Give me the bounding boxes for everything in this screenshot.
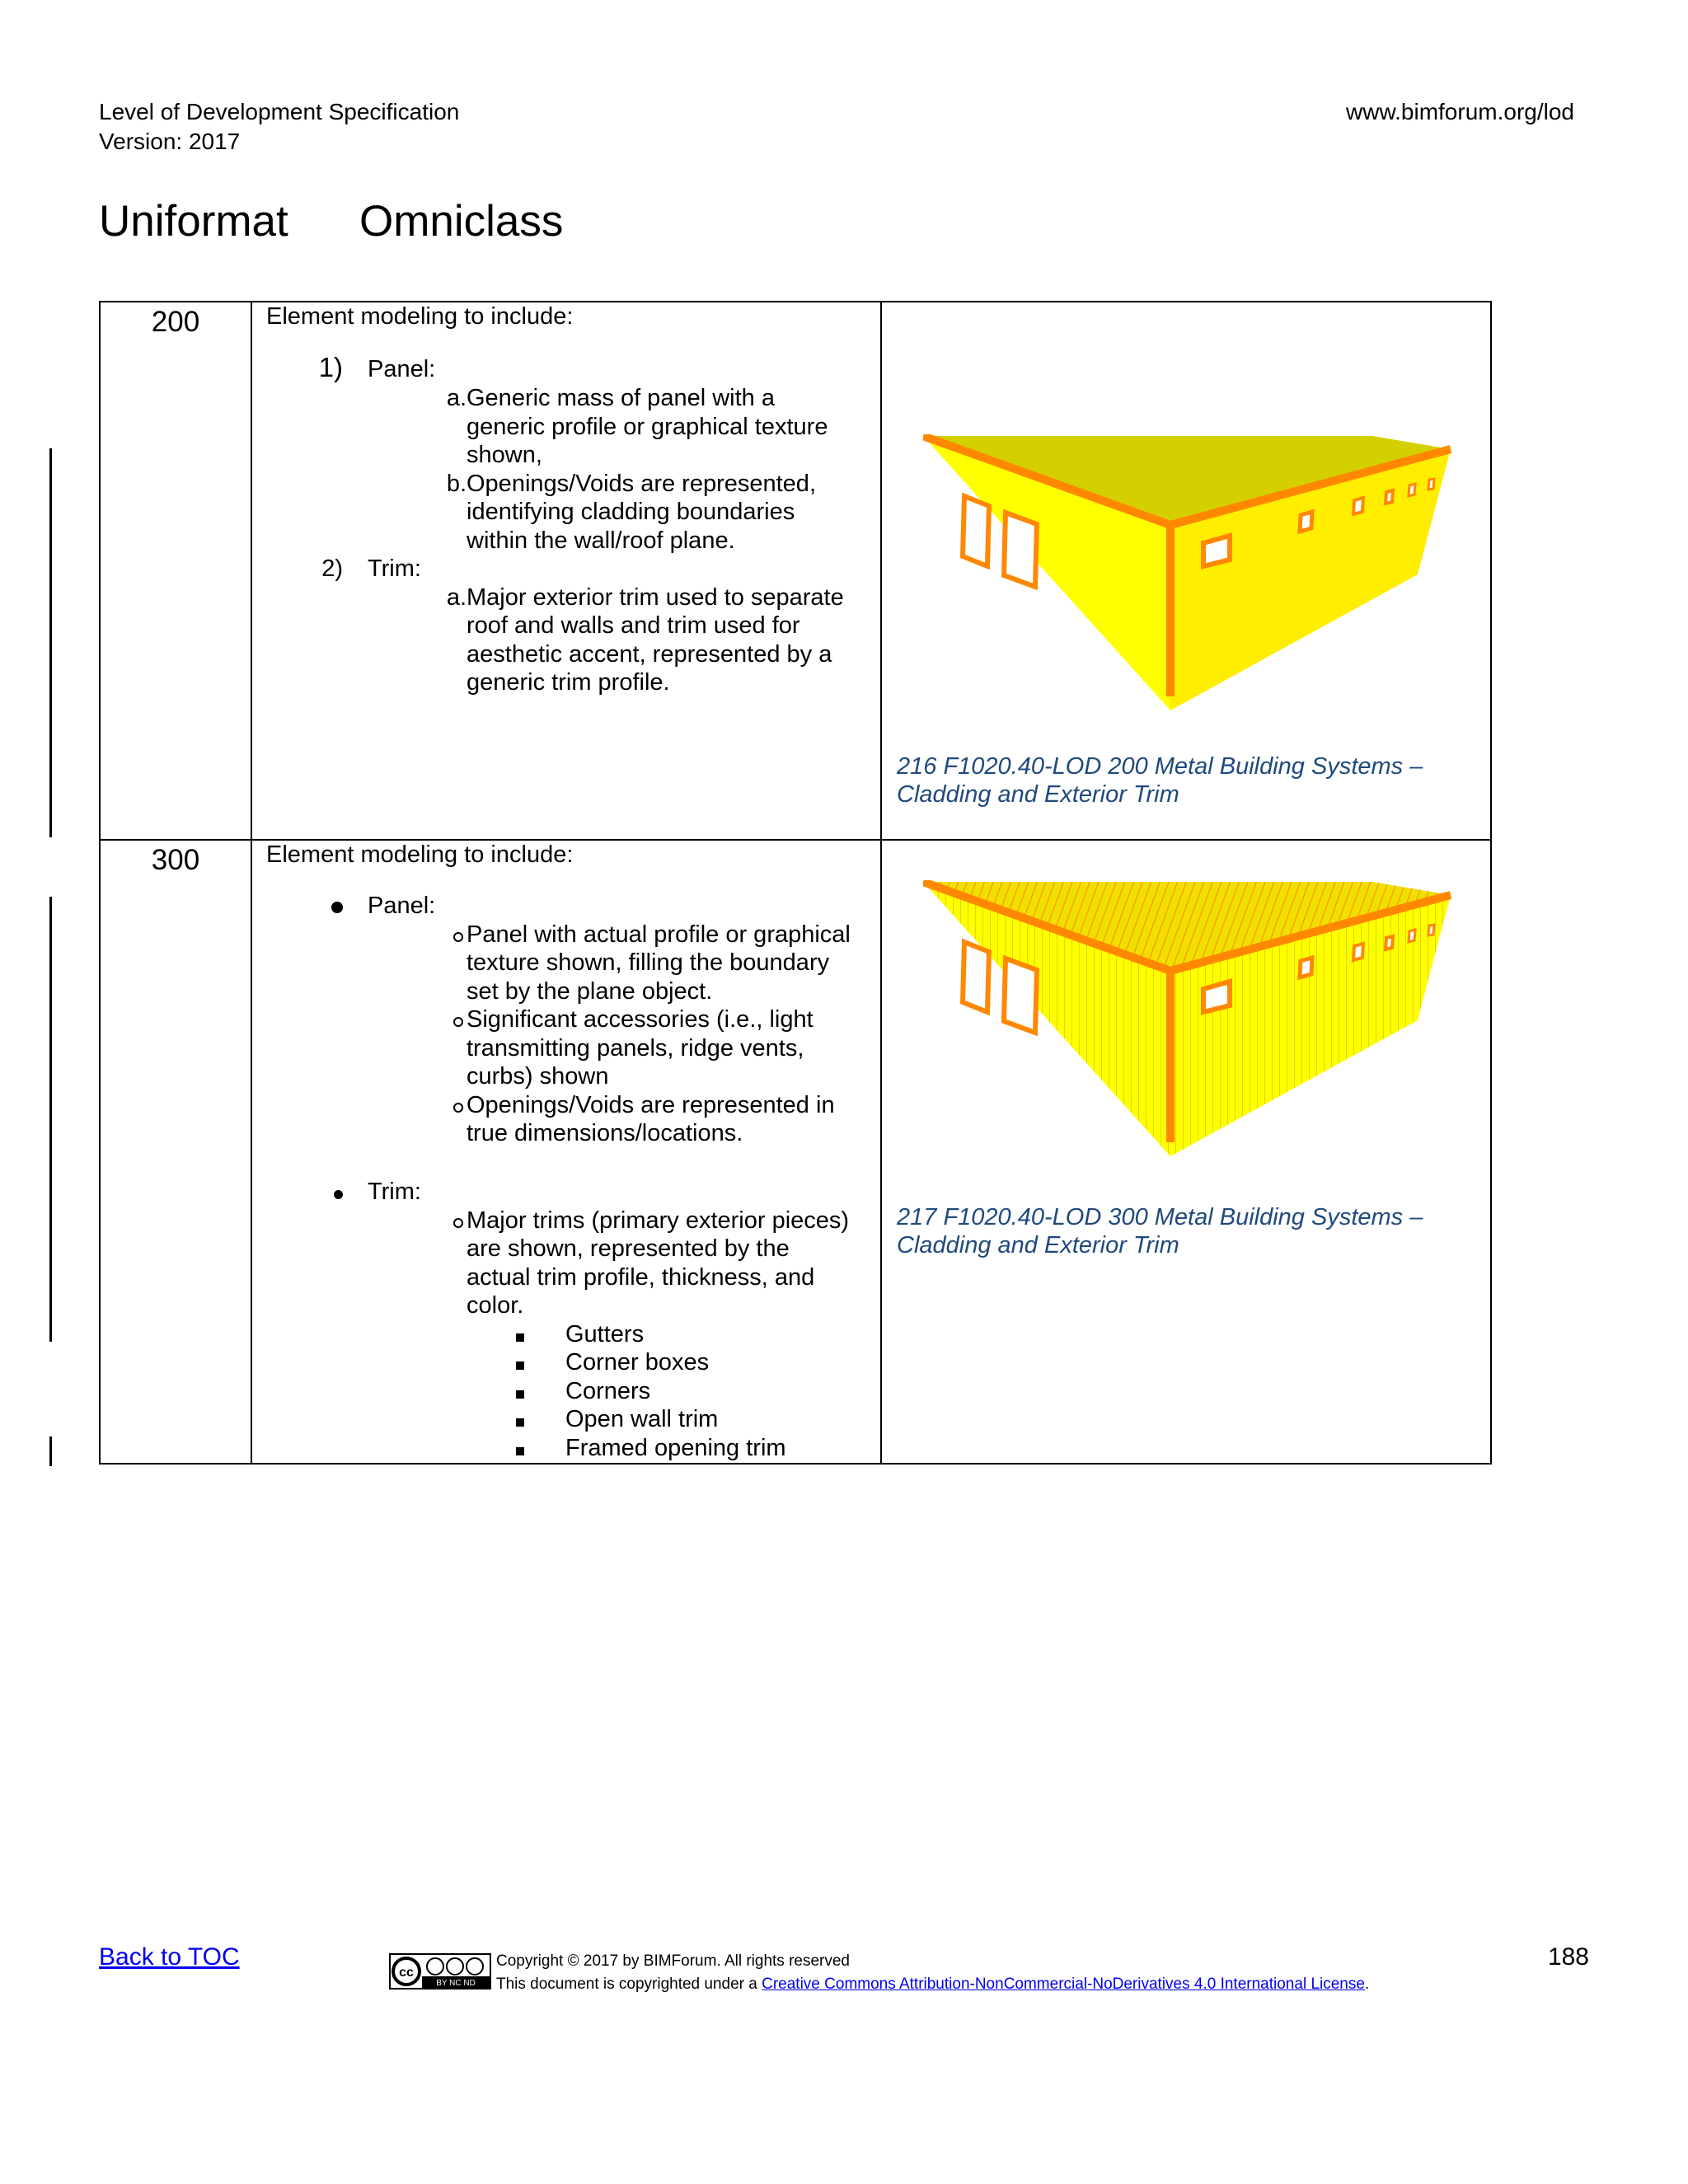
license-suffix: .	[1364, 1975, 1370, 1993]
intro-text: Element modeling to include:	[266, 303, 574, 330]
window	[1409, 484, 1415, 496]
list-marker: 2)	[321, 555, 343, 582]
window	[1353, 944, 1363, 960]
lod-200-building-illustration	[923, 434, 1459, 715]
license-notice	[496, 1973, 1369, 1996]
sub-item-line: Major exterior trim used to separate	[467, 584, 844, 611]
figure-caption-line: Cladding and Exterior Trim	[897, 1232, 1179, 1258]
list-marker: b.	[446, 471, 467, 497]
square-bullet	[499, 1320, 524, 1349]
sub-item-line: Major trims (primary exterior pieces)	[467, 1207, 850, 1234]
lod-300-description	[251, 840, 881, 1464]
lod-level: 200	[100, 302, 251, 840]
cc-license-badge	[389, 1953, 491, 1990]
cc-badge-text: BY NC ND	[436, 1979, 476, 1988]
lod-200-row	[100, 302, 1491, 840]
window	[1386, 490, 1393, 504]
window	[1386, 936, 1393, 949]
item-label: Trim:	[368, 555, 421, 582]
lod-300-row	[100, 840, 1491, 1464]
back-to-toc-link[interactable]: Back to TOC	[99, 1943, 240, 1971]
window	[1300, 958, 1312, 977]
square-bullet	[499, 1348, 524, 1377]
trim-list-item: Corner boxes	[565, 1349, 710, 1376]
list-marker: 1)	[318, 352, 343, 382]
lod-level: 300	[100, 840, 251, 1464]
window	[1300, 512, 1312, 532]
opening	[963, 496, 989, 566]
revision-bar	[49, 448, 52, 837]
trim-list-item: Framed opening trim	[565, 1435, 786, 1461]
window	[1428, 925, 1434, 935]
lod-200-description	[251, 302, 881, 840]
sub-item-line: Panel with actual profile or graphical	[467, 921, 851, 948]
bullet-marker	[417, 1207, 463, 1235]
window	[1409, 930, 1415, 942]
bullet-marker	[318, 892, 343, 921]
sub-item-line: set by the plane object.	[467, 978, 713, 1005]
item-label: Trim:	[368, 1179, 421, 1205]
page-number: 188	[1547, 1943, 1589, 1971]
revision-bar	[49, 1436, 52, 1466]
square-bullet	[499, 1405, 524, 1434]
window	[1428, 479, 1434, 490]
sub-item-line: texture shown, filling the boundary	[467, 949, 830, 976]
bullet-marker	[417, 1005, 463, 1034]
sub-item-line: generic trim profile.	[467, 669, 670, 696]
square-bullet	[499, 1434, 524, 1463]
license-link[interactable]: Creative Commons Attribution-NonCommercial-NoDerivatives 4.0 International License	[762, 1975, 1365, 1993]
square-bullet	[499, 1377, 524, 1406]
item-label: Panel:	[368, 893, 436, 919]
trim-list-item: Open wall trim	[565, 1406, 719, 1432]
omniclass-heading: Omniclass	[359, 197, 564, 246]
document-title: Level of Development Specification	[99, 99, 460, 124]
bullet-marker	[417, 921, 463, 949]
sub-item-line: true dimensions/locations.	[467, 1120, 743, 1146]
svg-text:cc: cc	[399, 1966, 414, 1980]
copyright-notice: Copyright © 2017 by BIMForum. All rights reserved	[496, 1952, 851, 1970]
window	[1203, 982, 1230, 1012]
revision-bar	[49, 897, 52, 1342]
license-prefix: This document is copyrighted under a	[496, 1975, 762, 1993]
bullet-marker	[318, 1178, 343, 1207]
sub-item-line: color.	[467, 1292, 524, 1319]
sub-item-line: within the wall/roof plane.	[467, 527, 735, 554]
item-label: Panel:	[368, 356, 436, 382]
sub-item-line: generic profile or graphical texture	[467, 414, 828, 440]
sub-item-line: actual trim profile, thickness, and	[467, 1264, 815, 1291]
sub-item-line: shown,	[467, 442, 542, 468]
opening	[963, 942, 989, 1012]
sub-item-line: identifying cladding boundaries	[467, 499, 795, 525]
list-marker: a.	[446, 584, 467, 611]
opening	[1004, 958, 1037, 1033]
figure-caption-line: 217 F1020.40-LOD 300 Metal Building Systems –	[897, 1204, 1423, 1230]
opening	[1004, 513, 1037, 587]
trim-list-item: Corners	[565, 1378, 651, 1404]
sub-item-line: Openings/Voids are represented,	[467, 471, 816, 497]
sub-item-line: are shown, represented by the	[467, 1235, 790, 1262]
sub-item-line: Generic mass of panel with a	[467, 385, 775, 411]
intro-text: Element modeling to include:	[266, 841, 574, 868]
sub-item-line: curbs) shown	[467, 1063, 609, 1090]
figure-caption-line: 216 F1020.40-LOD 200 Metal Building Systems –	[897, 753, 1423, 780]
figure-caption-line: Cladding and Exterior Trim	[897, 781, 1179, 808]
sub-item-line: Significant accessories (i.e., light	[467, 1006, 814, 1033]
header-url: www.bimforum.org/lod	[1346, 99, 1574, 124]
uniformat-heading: Uniformat	[99, 197, 288, 246]
lod-300-figure	[881, 840, 1491, 1464]
sub-item-line: transmitting panels, ridge vents,	[467, 1035, 804, 1062]
trim-list-item: Gutters	[565, 1321, 645, 1347]
window	[1203, 536, 1230, 566]
document-version: Version: 2017	[99, 129, 241, 154]
bullet-marker	[417, 1091, 463, 1120]
lod-table	[99, 301, 1492, 1465]
list-marker: a.	[446, 385, 467, 411]
lod-300-building-illustration	[923, 880, 1459, 1160]
sub-item-line: aesthetic accent, represented by a	[467, 641, 832, 668]
sub-item-line: Openings/Voids are represented in	[467, 1092, 835, 1118]
window	[1353, 498, 1363, 514]
sub-item-line: roof and walls and trim used for	[467, 612, 800, 639]
lod-200-figure	[881, 302, 1491, 840]
